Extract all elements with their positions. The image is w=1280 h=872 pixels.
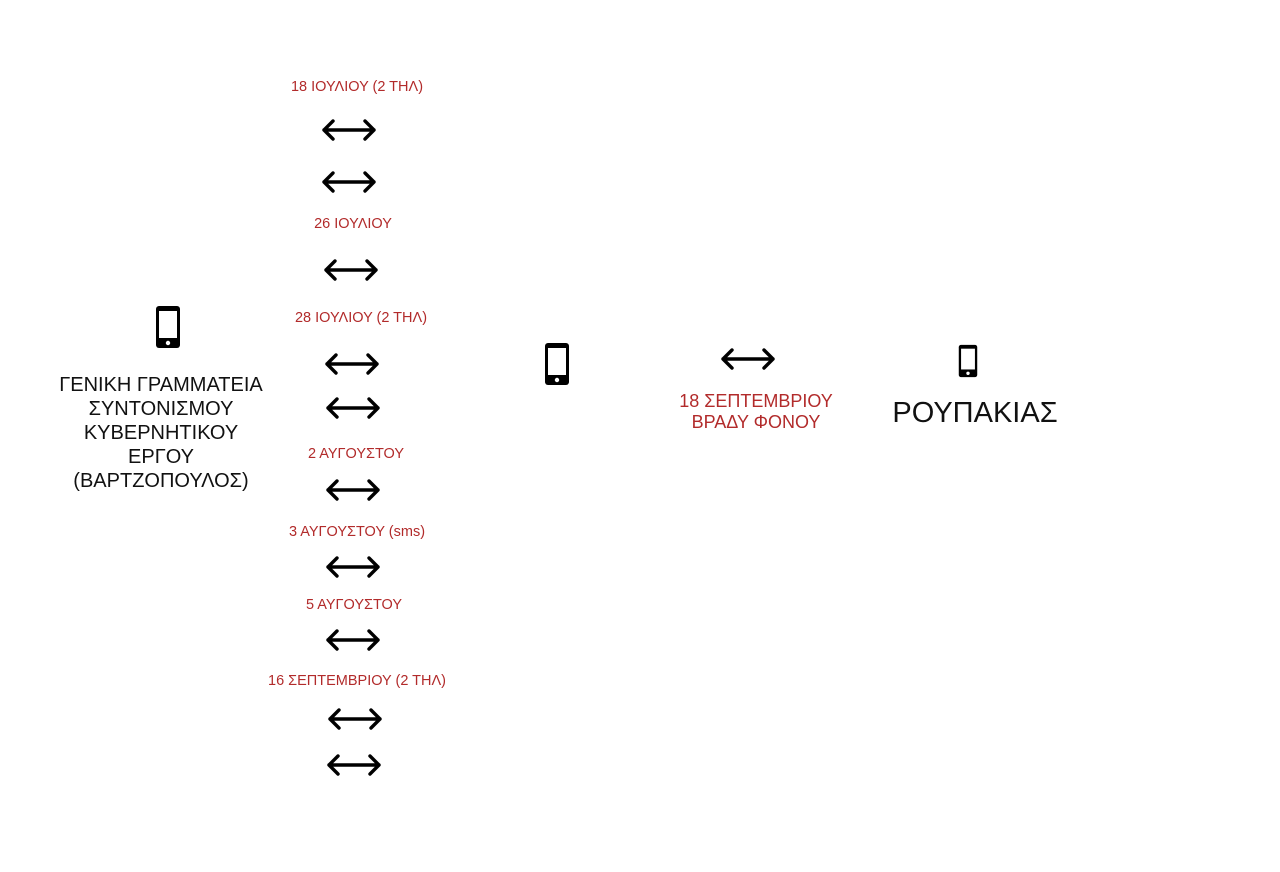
left-party-line: ΓΕΝΙΚΗ ΓΡΑΜΜΑΤΕΙΑ: [59, 374, 263, 396]
right-party-smartphone-icon: [958, 344, 978, 379]
right-call-date-line: ΒΡΑΔΥ ΦΟΝΟΥ: [691, 412, 821, 432]
double-arrow-icon: [325, 706, 385, 732]
double-arrow-icon: [319, 169, 379, 195]
left-party-line: ΚΥΒΕΡΝΗΤΙΚΟΥ: [83, 422, 239, 444]
call-date-label: 18 ΙΟΥΛΙΟΥ (2 ΤΗΛ): [290, 79, 424, 95]
right-call-date-line: 18 ΣΕΠΤΕΜΒΡΙΟΥ: [679, 391, 833, 411]
left-party-line: ΣΥΝΤΟΝΙΣΜΟΥ: [88, 398, 234, 420]
left-party-smartphone-icon: [155, 305, 181, 349]
call-date-label: 3 ΑΥΓΟΥΣΤΟΥ (sms): [288, 524, 426, 540]
call-date-label: 2 ΑΥΓΟΥΣΤΟΥ: [307, 446, 405, 462]
left-party-line: (ΒΑΡΤΖΟΠΟΥΛΟΣ): [73, 470, 249, 492]
double-arrow-icon: [323, 554, 383, 580]
double-arrow-icon: [322, 351, 382, 377]
call-date-label: 16 ΣΕΠΤΕΜΒΡΙΟΥ (2 ΤΗΛ): [268, 673, 446, 689]
right-party-name: ΡΟΥΠΑΚΙΑΣ: [892, 397, 1058, 429]
call-date-label: 26 ΙΟΥΛΙΟΥ: [314, 216, 392, 232]
call-date-label: 5 ΑΥΓΟΥΣΤΟΥ: [305, 597, 403, 613]
double-arrow-icon: [321, 257, 381, 283]
double-arrow-icon: [323, 627, 383, 653]
double-arrow-icon: [319, 117, 379, 143]
double-arrow-icon: [323, 477, 383, 503]
left-party-caption: [31, 373, 291, 493]
call-date-label: 28 ΙΟΥΛΙΟΥ (2 ΤΗΛ): [294, 310, 428, 326]
double-arrow-icon: [323, 395, 383, 421]
left-party-line: ΕΡΓΟΥ: [128, 446, 194, 468]
double-arrow-icon: [718, 346, 778, 372]
right-call-date-label: [679, 391, 833, 433]
double-arrow-icon: [324, 752, 384, 778]
middle-party-smartphone-icon: [544, 342, 570, 386]
